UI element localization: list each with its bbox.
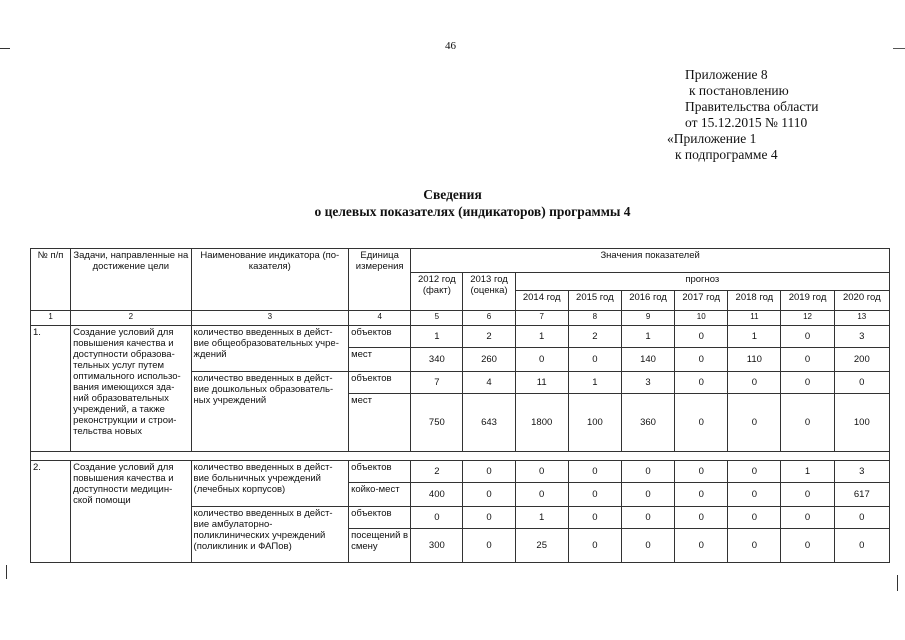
value-cell: 0 xyxy=(675,394,728,452)
title-line: о целевых показателях (индикаторов) программы 4 xyxy=(314,204,631,219)
value-cell: 0 xyxy=(621,461,674,483)
value-cell: 110 xyxy=(728,348,781,372)
appendix-line: «Приложение 1 xyxy=(667,131,757,146)
header-2012: 2012 год (факт) xyxy=(411,273,463,311)
column-number: 12 xyxy=(781,311,834,326)
table-gap-row xyxy=(31,452,890,461)
indicator-cell: количество введенных в дейст-вие дошкольных образователь-ных учреждений xyxy=(191,372,349,452)
header-year: 2017 год xyxy=(675,291,728,311)
appendix-block xyxy=(667,67,818,163)
value-cell: 0 xyxy=(621,483,674,507)
value-cell: 3 xyxy=(834,461,889,483)
value-cell: 0 xyxy=(568,461,621,483)
value-cell: 0 xyxy=(781,326,834,348)
column-number: 8 xyxy=(568,311,621,326)
scan-edge-tick-left xyxy=(6,565,7,579)
value-cell: 200 xyxy=(834,348,889,372)
appendix-line: Приложение 8 xyxy=(685,67,768,82)
value-cell: 2 xyxy=(411,461,463,483)
value-cell: 340 xyxy=(411,348,463,372)
column-number: 4 xyxy=(349,311,411,326)
column-number: 6 xyxy=(463,311,515,326)
appendix-line: Правительства области xyxy=(685,99,819,114)
value-cell: 0 xyxy=(728,461,781,483)
value-cell: 260 xyxy=(463,348,515,372)
scan-edge-mark-left xyxy=(0,48,10,49)
page-number: 46 xyxy=(445,40,456,52)
value-cell: 0 xyxy=(781,483,834,507)
unit-cell: мест xyxy=(349,394,411,452)
value-cell: 0 xyxy=(834,507,889,529)
indicator-cell: количество введенных в дейст-вие амбулаторно-поликлинических учреждений (поликлиник и ФАПов) xyxy=(191,507,349,563)
value-cell: 0 xyxy=(463,529,515,563)
task-cell: Создание условий для повышения качества и доступности образова-тельных услуг путем оптимального использо-вания имеющихся зда-ний образовательных учреждений, а также реконструкции и строи-тельства новых xyxy=(71,326,191,452)
value-cell: 0 xyxy=(621,529,674,563)
appendix-line: от 15.12.2015 № 1110 xyxy=(685,115,808,130)
row-number: 1. xyxy=(31,326,71,452)
header-unit: Единица измерения xyxy=(349,249,411,311)
value-cell: 0 xyxy=(728,483,781,507)
value-cell: 4 xyxy=(463,372,515,394)
value-cell: 2 xyxy=(568,326,621,348)
value-cell: 0 xyxy=(568,483,621,507)
value-cell: 1 xyxy=(781,461,834,483)
value-cell: 2 xyxy=(463,326,515,348)
value-cell: 0 xyxy=(515,461,568,483)
value-cell: 750 xyxy=(411,394,463,452)
header-year: 2018 год xyxy=(728,291,781,311)
gap-cell xyxy=(31,452,890,461)
value-cell: 0 xyxy=(675,326,728,348)
header-num: № п/п xyxy=(31,249,71,311)
column-number: 5 xyxy=(411,311,463,326)
title-line: Сведения xyxy=(423,187,482,202)
value-cell: 0 xyxy=(675,348,728,372)
header-tasks: Задачи, направленные на достижение цели xyxy=(71,249,191,311)
task-cell: Создание условий для повышения качества и доступности медицин-ской помощи xyxy=(71,461,191,563)
value-cell: 0 xyxy=(728,529,781,563)
column-number: 7 xyxy=(515,311,568,326)
indicator-cell: количество введенных в дейст-вие общеобразовательных учре-ждений xyxy=(191,326,349,372)
unit-cell: мест xyxy=(349,348,411,372)
value-cell: 0 xyxy=(463,461,515,483)
value-cell: 140 xyxy=(621,348,674,372)
value-cell: 0 xyxy=(463,483,515,507)
header-year: 2015 год xyxy=(568,291,621,311)
value-cell: 1 xyxy=(568,372,621,394)
scan-edge-mark-right xyxy=(893,48,905,49)
header-2013: 2013 год (оценка) xyxy=(463,273,515,311)
column-number: 3 xyxy=(191,311,349,326)
value-cell: 0 xyxy=(728,394,781,452)
unit-cell: объектов xyxy=(349,372,411,394)
value-cell: 0 xyxy=(675,507,728,529)
value-cell: 0 xyxy=(411,507,463,529)
value-cell: 643 xyxy=(463,394,515,452)
value-cell: 7 xyxy=(411,372,463,394)
column-number: 1 xyxy=(31,311,71,326)
value-cell: 0 xyxy=(515,348,568,372)
column-number: 11 xyxy=(728,311,781,326)
table-row xyxy=(31,326,890,348)
column-number: 9 xyxy=(621,311,674,326)
value-cell: 300 xyxy=(411,529,463,563)
value-cell: 0 xyxy=(463,507,515,529)
unit-cell: объектов xyxy=(349,326,411,348)
value-cell: 1 xyxy=(411,326,463,348)
document-title xyxy=(0,186,905,220)
unit-cell: посещений в смену xyxy=(349,529,411,563)
column-number-row xyxy=(31,311,890,326)
column-number: 10 xyxy=(675,311,728,326)
indicator-cell: количество введенных в дейст-вие больничных учреждений (лечебных корпусов) xyxy=(191,461,349,507)
column-number: 2 xyxy=(71,311,191,326)
value-cell: 100 xyxy=(568,394,621,452)
value-cell: 0 xyxy=(568,348,621,372)
value-cell: 0 xyxy=(568,507,621,529)
appendix-line: к подпрограмме 4 xyxy=(675,147,778,162)
header-year: 2014 год xyxy=(515,291,568,311)
indicators-table xyxy=(30,248,890,563)
header-year: 2016 год xyxy=(621,291,674,311)
value-cell: 0 xyxy=(675,461,728,483)
value-cell: 0 xyxy=(728,372,781,394)
header-indicator: Наименование индикатора (по-казателя) xyxy=(191,249,349,311)
value-cell: 1 xyxy=(515,326,568,348)
value-cell: 0 xyxy=(515,483,568,507)
value-cell: 0 xyxy=(568,529,621,563)
value-cell: 0 xyxy=(781,394,834,452)
value-cell: 0 xyxy=(781,507,834,529)
unit-cell: объектов xyxy=(349,507,411,529)
value-cell: 3 xyxy=(834,326,889,348)
value-cell: 1 xyxy=(728,326,781,348)
value-cell: 1800 xyxy=(515,394,568,452)
value-cell: 0 xyxy=(728,507,781,529)
unit-cell: койко-мест xyxy=(349,483,411,507)
value-cell: 0 xyxy=(675,372,728,394)
value-cell: 400 xyxy=(411,483,463,507)
row-number: 2. xyxy=(31,461,71,563)
value-cell: 0 xyxy=(834,529,889,563)
value-cell: 0 xyxy=(675,529,728,563)
value-cell: 0 xyxy=(675,483,728,507)
table-row xyxy=(31,461,890,483)
value-cell: 0 xyxy=(781,348,834,372)
unit-cell: объектов xyxy=(349,461,411,483)
appendix-line: к постановлению xyxy=(689,83,789,98)
value-cell: 1 xyxy=(515,507,568,529)
header-year: 2020 год xyxy=(834,291,889,311)
value-cell: 0 xyxy=(781,529,834,563)
header-forecast: прогноз xyxy=(515,273,889,291)
value-cell: 0 xyxy=(781,372,834,394)
value-cell: 360 xyxy=(621,394,674,452)
header-values: Значения показателей xyxy=(411,249,890,273)
scan-edge-tick-right xyxy=(897,575,898,591)
column-number: 13 xyxy=(834,311,889,326)
header-year: 2019 год xyxy=(781,291,834,311)
value-cell: 11 xyxy=(515,372,568,394)
value-cell: 0 xyxy=(621,507,674,529)
value-cell: 100 xyxy=(834,394,889,452)
value-cell: 1 xyxy=(621,326,674,348)
value-cell: 3 xyxy=(621,372,674,394)
value-cell: 0 xyxy=(834,372,889,394)
value-cell: 25 xyxy=(515,529,568,563)
value-cell: 617 xyxy=(834,483,889,507)
